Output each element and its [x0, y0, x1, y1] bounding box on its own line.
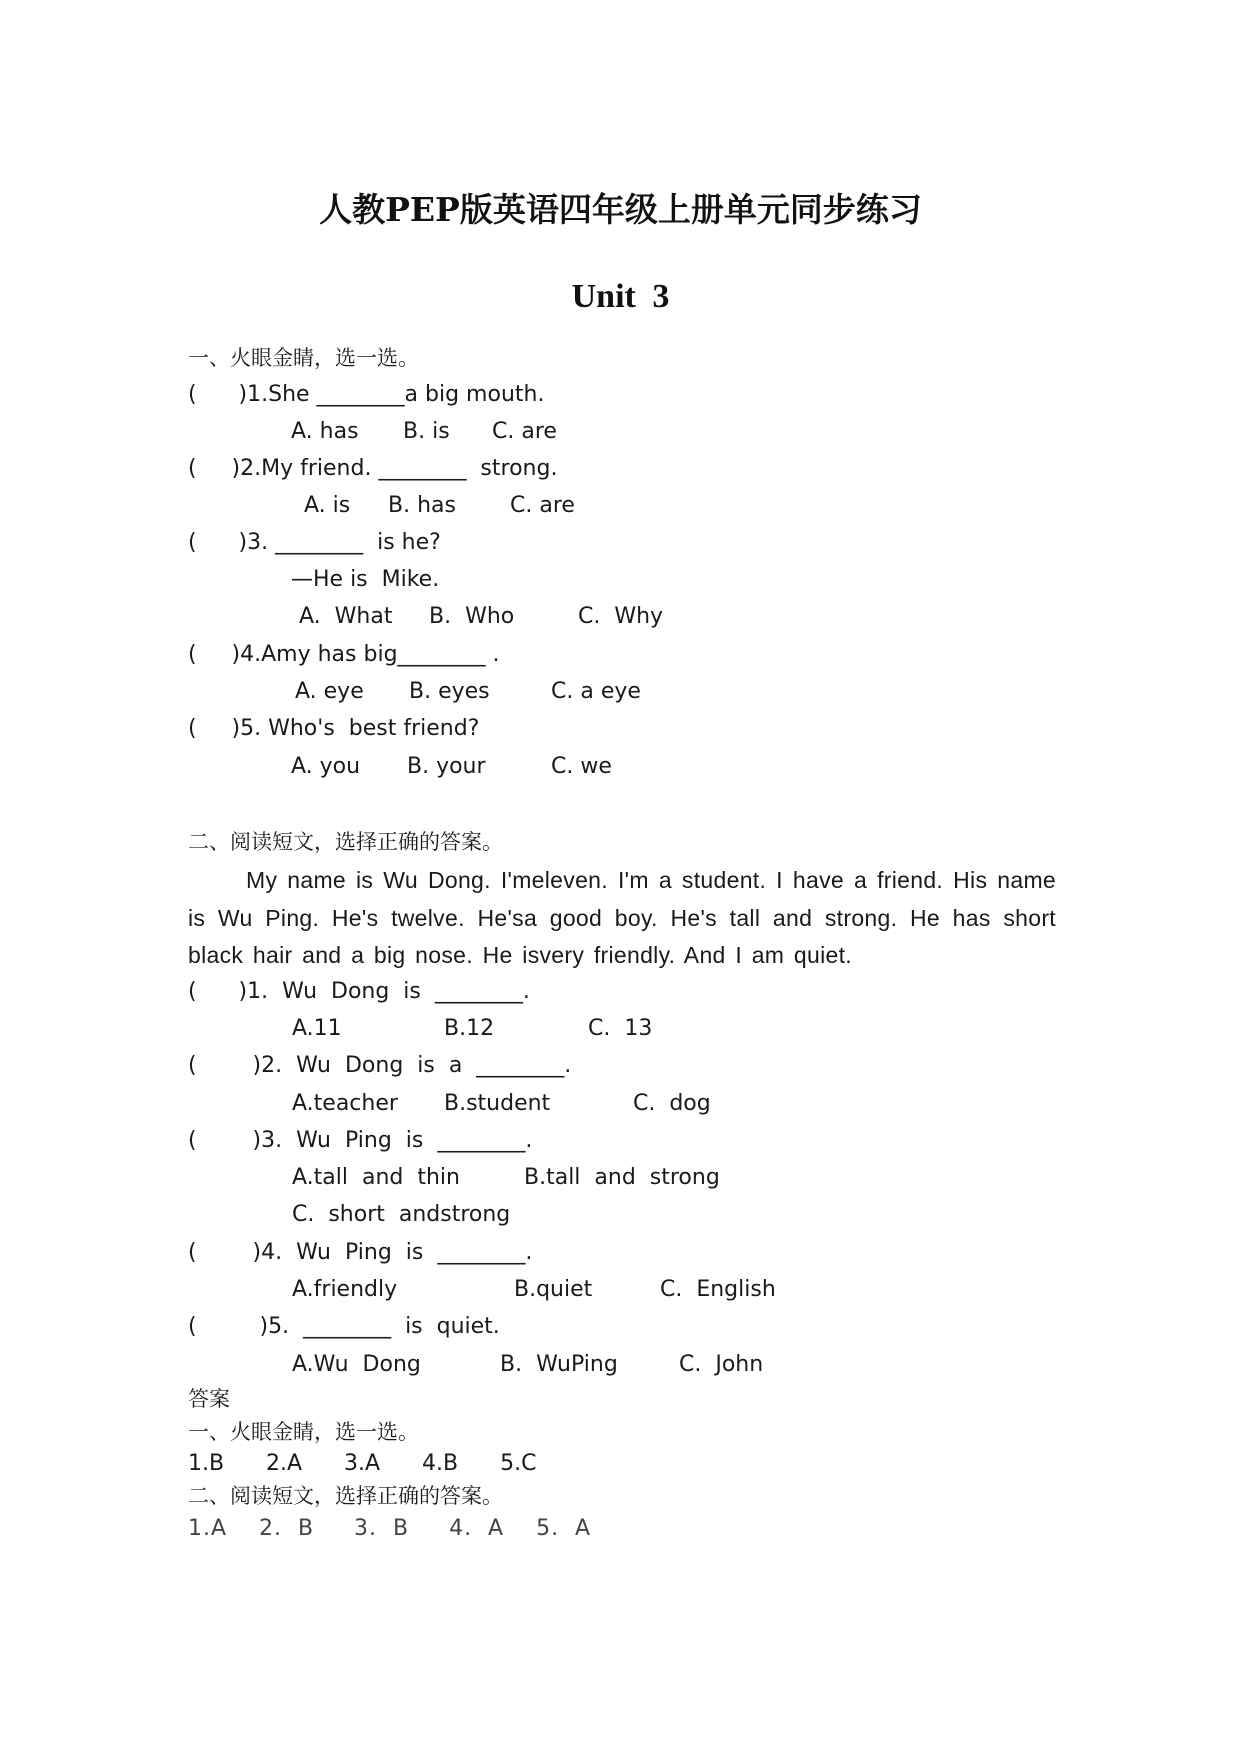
- s1-q3-option-b: B. Who: [429, 604, 515, 629]
- s1-q1-option-a: A. has: [291, 419, 359, 444]
- s1-q3-option-a: A. What: [299, 604, 393, 629]
- answers-label: 答案: [188, 1387, 230, 1411]
- s2-q1-option-b: B.12: [444, 1016, 495, 1041]
- s2-q1-option-c: C. 13: [588, 1016, 653, 1041]
- s1-q1-option-c: C. are: [492, 419, 557, 444]
- s2-q4-option-b: B.quiet: [514, 1277, 593, 1302]
- s1-q2-option-b: B. has: [388, 493, 456, 518]
- answers-section2-list: 1.A 2. B 3. B 4. A 5. A: [188, 1516, 592, 1541]
- s1-q2-stem: ( )2.My friend. ________ strong.: [188, 456, 558, 481]
- s2-q5-option-a: A.Wu Dong: [292, 1352, 421, 1377]
- s1-q1-stem: ( )1.She ________a big mouth.: [188, 382, 545, 407]
- s2-q1-stem: ( )1. Wu Dong is ________.: [188, 979, 530, 1004]
- reading-passage: My name is Wu Dong. I'meleven. I'm a student. I have a friend. His name is Wu Ping. He's twelve. He'sa good boy. He's tall and strong. He has short black hair and a big nose. He isvery friendly. And I am quiet.: [188, 867, 1056, 968]
- answers-section1-heading: 一、火眼金睛，选一选。: [188, 1420, 419, 1444]
- s1-q5-option-a: A. you: [291, 754, 361, 779]
- unit-heading: Unit 3: [571, 278, 670, 315]
- s2-q2-option-c: C. dog: [633, 1091, 711, 1116]
- s2-q4-option-c: C. English: [660, 1277, 776, 1302]
- s2-q3-option-c: C. short andstrong: [292, 1202, 511, 1227]
- s2-q1-option-a: A.11: [292, 1016, 342, 1041]
- s1-q2-option-a: A. is: [304, 493, 351, 518]
- s2-q5-option-c: C. John: [679, 1352, 764, 1377]
- s1-q3-reply: —He is Mike.: [291, 567, 440, 592]
- s1-q3-stem: ( )3. ________ is he?: [188, 530, 441, 555]
- s2-q2-option-b: B.student: [444, 1091, 551, 1116]
- s1-q5-stem: ( )5. Who's best friend?: [188, 716, 480, 741]
- answers-section2-heading: 二、阅读短文，选择正确的答案。: [188, 1484, 503, 1508]
- s2-q3-stem: ( )3. Wu Ping is ________.: [188, 1128, 533, 1153]
- s2-q5-stem: ( )5. ________ is quiet.: [188, 1314, 500, 1339]
- s1-q4-option-a: A. eye: [295, 679, 364, 704]
- s1-q2-option-c: C. are: [510, 493, 575, 518]
- s2-q3-option-b: B.tall and strong: [524, 1165, 720, 1190]
- s2-q3-option-a: A.tall and thin: [292, 1165, 460, 1190]
- s1-q1-option-b: B. is: [403, 419, 450, 444]
- s1-q5-option-c: C. we: [551, 754, 612, 779]
- s1-q3-option-c: C. Why: [578, 604, 664, 629]
- s2-q4-option-a: A.friendly: [292, 1277, 398, 1302]
- s1-q5-option-b: B. your: [407, 754, 486, 779]
- s2-q5-option-b: B. WuPing: [500, 1352, 618, 1377]
- section1-heading: 一、火眼金睛，选一选。: [188, 346, 419, 370]
- s2-q4-stem: ( )4. Wu Ping is ________.: [188, 1240, 533, 1265]
- s1-q4-option-b: B. eyes: [409, 679, 490, 704]
- s1-q4-stem: ( )4.Amy has big________ .: [188, 642, 500, 667]
- s2-q2-option-a: A.teacher: [292, 1091, 398, 1116]
- s1-q4-option-c: C. a eye: [551, 679, 641, 704]
- section2-heading: 二、阅读短文，选择正确的答案。: [188, 830, 503, 854]
- answers-section1-list: 1.B 2.A 3.A 4.B 5.C: [188, 1451, 537, 1476]
- document-title: 人教PEP版英语四年级上册单元同步练习: [319, 190, 922, 229]
- s2-q2-stem: ( )2. Wu Dong is a ________.: [188, 1053, 572, 1078]
